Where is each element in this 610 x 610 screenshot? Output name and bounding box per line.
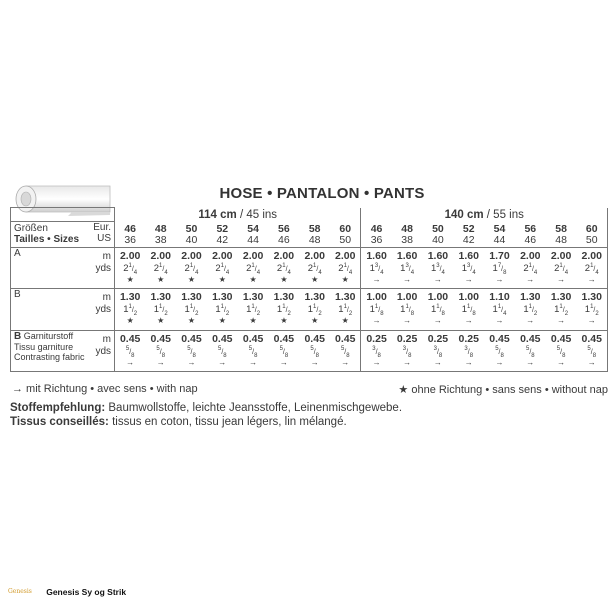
yards-value: $1^1/_2$ bbox=[554, 304, 569, 318]
yardage-cell bbox=[176, 330, 207, 371]
meters-value: 2.00 bbox=[581, 250, 602, 263]
without-nap-icon: ★ bbox=[218, 316, 226, 326]
yardage-cell bbox=[115, 330, 146, 371]
legend-with-nap: → mit Richtung • avec sens • with nap bbox=[12, 383, 198, 395]
yards-value: $1^1/_2$ bbox=[307, 304, 322, 318]
meters-value: 1.00 bbox=[396, 291, 418, 304]
width-header-row bbox=[11, 208, 608, 222]
size-us: 38 bbox=[154, 233, 167, 246]
yardage-cell bbox=[546, 289, 577, 330]
with-nap-icon: → bbox=[464, 357, 473, 367]
size-column-header bbox=[392, 222, 423, 248]
meters-value: 1.60 bbox=[396, 250, 418, 263]
yards-value: $1^1/_8$ bbox=[430, 304, 445, 318]
yards-value: $^5/_8$ bbox=[248, 345, 258, 359]
yards-value: $1^1/_8$ bbox=[369, 304, 384, 318]
with-nap-icon: → bbox=[526, 316, 535, 326]
size-column-header bbox=[546, 222, 577, 248]
unit-yards: yds bbox=[95, 345, 112, 357]
yardage-cell bbox=[330, 330, 361, 371]
sizes-row bbox=[11, 222, 608, 248]
yardage-cell bbox=[115, 248, 146, 289]
meters-value: 1.30 bbox=[550, 291, 572, 304]
unit-label bbox=[93, 330, 115, 371]
yardage-cell bbox=[361, 330, 392, 371]
yards-value: $1^1/_2$ bbox=[184, 304, 199, 318]
size-column-header bbox=[361, 222, 392, 248]
meters-value: 0.25 bbox=[366, 332, 387, 345]
yardage-cell bbox=[515, 248, 546, 289]
meters-value: 0.45 bbox=[581, 332, 602, 345]
size-us: 50 bbox=[585, 233, 598, 246]
yards-value: $1^1/_2$ bbox=[246, 304, 261, 318]
meters-value: 1.30 bbox=[273, 291, 295, 304]
yards-value: $2^1/_4$ bbox=[246, 263, 261, 277]
yardage-row bbox=[11, 289, 608, 330]
size-eur: 48 bbox=[154, 222, 167, 235]
size-us: 44 bbox=[247, 233, 259, 246]
yards-value: $1^1/_8$ bbox=[461, 304, 476, 318]
size-column-header bbox=[299, 222, 330, 248]
size-us: 40 bbox=[432, 233, 444, 246]
yardage-cell bbox=[238, 289, 269, 330]
size-label: Größen Tailles • Sizes bbox=[11, 222, 93, 248]
with-nap-icon: → bbox=[341, 357, 350, 367]
yards-value: $^5/_8$ bbox=[556, 345, 566, 359]
yards-value: $^5/_8$ bbox=[156, 345, 166, 359]
yardage-cell bbox=[546, 248, 577, 289]
brand-name: Genesis Sy og Strik bbox=[46, 586, 127, 597]
size-eur: 56 bbox=[524, 222, 537, 235]
unit-meters: m bbox=[102, 251, 112, 263]
with-nap-icon: → bbox=[187, 357, 196, 367]
without-nap-icon: ★ bbox=[157, 275, 165, 285]
with-nap-icon: → bbox=[218, 357, 227, 367]
with-nap-icon: → bbox=[433, 275, 442, 285]
with-nap-icon: → bbox=[557, 275, 566, 285]
yardage-cell bbox=[392, 330, 423, 371]
size-eur: 58 bbox=[555, 222, 567, 235]
meters-value: 1.00 bbox=[458, 291, 479, 304]
yards-value: $1^3/_4$ bbox=[400, 263, 415, 277]
with-nap-icon: → bbox=[526, 275, 535, 285]
unit-meters: m bbox=[102, 333, 112, 345]
with-nap-icon: → bbox=[495, 357, 504, 367]
yardage-cell bbox=[299, 330, 330, 371]
size-column-header bbox=[453, 222, 484, 248]
size-eur: 50 bbox=[185, 222, 198, 235]
meters-value: 1.00 bbox=[427, 291, 449, 304]
yardage-cell bbox=[145, 248, 176, 289]
yards-value: $^5/_8$ bbox=[125, 345, 135, 359]
with-nap-icon: → bbox=[433, 357, 442, 367]
yardage-cell bbox=[577, 330, 608, 371]
size-eur: 50 bbox=[432, 222, 444, 235]
yardage-cell bbox=[577, 289, 608, 330]
yards-value: $^3/_8$ bbox=[464, 345, 474, 359]
meters-value: 0.45 bbox=[181, 332, 202, 345]
yards-value: $2^1/_4$ bbox=[584, 263, 599, 277]
yards-value: $1^1/_8$ bbox=[400, 304, 415, 318]
with-nap-icon: → bbox=[557, 316, 566, 326]
without-nap-icon: ★ bbox=[280, 316, 288, 326]
with-nap-icon: → bbox=[587, 275, 596, 285]
size-us: 48 bbox=[555, 233, 567, 246]
meters-value: 2.00 bbox=[550, 250, 572, 263]
with-nap-icon: → bbox=[587, 316, 596, 326]
yardage-cell bbox=[423, 330, 454, 371]
unit-label bbox=[93, 289, 115, 330]
size-column-header bbox=[330, 222, 361, 248]
size-column-header bbox=[145, 222, 176, 248]
yardage-cell bbox=[269, 248, 300, 289]
meters-value: 0.45 bbox=[520, 332, 541, 345]
unit-yards: yds bbox=[95, 304, 112, 316]
without-nap-icon: ★ bbox=[126, 316, 134, 326]
yardage-cell bbox=[207, 248, 238, 289]
with-nap-icon: → bbox=[126, 357, 135, 367]
fabric-recommendation-fr: Tissus conseillés: tissus en coton, tissu jean légers, lin mélangé. bbox=[10, 416, 347, 428]
with-nap-icon: → bbox=[557, 357, 566, 367]
yards-value: $1^1/_2$ bbox=[523, 304, 538, 318]
unit-yards: yds bbox=[95, 263, 112, 275]
size-eur: 52 bbox=[216, 222, 229, 235]
meters-value: 0.45 bbox=[550, 332, 572, 345]
yards-value: $2^1/_4$ bbox=[153, 263, 168, 277]
meters-value: 0.25 bbox=[427, 332, 449, 345]
yardage-cell bbox=[453, 330, 484, 371]
yardage-cell bbox=[361, 289, 392, 330]
size-column-header bbox=[176, 222, 207, 248]
yardage-cell bbox=[546, 330, 577, 371]
yardage-cell bbox=[299, 248, 330, 289]
yards-value: $^3/_8$ bbox=[372, 345, 381, 359]
meters-value: 1.30 bbox=[520, 291, 541, 304]
meters-value: 2.00 bbox=[273, 250, 295, 263]
yardage-cell bbox=[238, 248, 269, 289]
view-letter: B bbox=[14, 330, 22, 342]
yardage-cell bbox=[392, 248, 423, 289]
meters-value: 2.00 bbox=[212, 250, 233, 263]
meters-value: 0.25 bbox=[396, 332, 418, 345]
meters-value: 2.00 bbox=[150, 250, 171, 263]
view-label bbox=[11, 248, 93, 289]
size-us: 42 bbox=[462, 233, 475, 246]
with-nap-icon: → bbox=[526, 357, 535, 367]
meters-value: 1.30 bbox=[242, 291, 264, 304]
without-nap-icon: ★ bbox=[157, 316, 165, 326]
meters-value: 2.00 bbox=[520, 250, 541, 263]
yards-value: $1^1/_2$ bbox=[215, 304, 230, 318]
with-nap-icon: → bbox=[372, 316, 381, 326]
meters-value: 0.45 bbox=[242, 332, 264, 345]
with-nap-icon: → bbox=[279, 357, 288, 367]
yards-value: $^5/_8$ bbox=[495, 345, 504, 359]
yardage-cell bbox=[269, 289, 300, 330]
yardage-cell bbox=[176, 289, 207, 330]
meters-value: 1.10 bbox=[489, 291, 510, 304]
yards-value: $^5/_8$ bbox=[340, 345, 350, 359]
size-column-header bbox=[269, 222, 300, 248]
with-nap-icon: → bbox=[249, 357, 258, 367]
yards-value: $1^1/_2$ bbox=[153, 304, 168, 318]
without-nap-icon: ★ bbox=[218, 275, 226, 285]
yardage-cell bbox=[269, 330, 300, 371]
yards-value: $^5/_8$ bbox=[310, 345, 320, 359]
yardage-table bbox=[10, 207, 608, 372]
view-sub-label: Tissu garniture bbox=[14, 341, 74, 352]
size-us: 40 bbox=[185, 233, 198, 246]
size-column-header bbox=[577, 222, 608, 248]
yards-value: $2^1/_4$ bbox=[184, 263, 199, 277]
yards-value: $^5/_8$ bbox=[525, 345, 535, 359]
view-letter: A bbox=[14, 248, 21, 260]
meters-value: 1.30 bbox=[335, 291, 356, 304]
with-nap-icon: → bbox=[403, 357, 412, 367]
yards-value: $2^1/_4$ bbox=[276, 263, 291, 277]
view-sub-label: Garniturstoff bbox=[23, 330, 74, 341]
meters-value: 2.00 bbox=[119, 250, 141, 263]
without-nap-icon: ★ bbox=[311, 275, 319, 285]
yards-value: $1^3/_4$ bbox=[369, 263, 384, 277]
size-eur: 58 bbox=[308, 222, 321, 235]
with-nap-icon: → bbox=[433, 316, 442, 326]
meters-value: 1.30 bbox=[150, 291, 171, 304]
yards-value: $2^1/_4$ bbox=[338, 263, 353, 277]
view-letter: B bbox=[14, 289, 21, 301]
yards-value: $1^1/_4$ bbox=[492, 304, 507, 318]
meters-value: 1.30 bbox=[304, 291, 325, 304]
yardage-row bbox=[11, 330, 608, 371]
with-nap-icon: → bbox=[372, 357, 381, 367]
size-eur: 56 bbox=[278, 222, 290, 235]
legend-without-nap: ★ ohne Richtung • sans sens • without nap bbox=[398, 384, 608, 396]
fabric-recommendation-de: Stoffempfehlung: Baumwollstoffe, leichte Jeansstoffe, Leinenmischgewebe. bbox=[10, 402, 403, 414]
yards-value: $^5/_8$ bbox=[187, 345, 196, 359]
size-us: 50 bbox=[339, 233, 352, 246]
meters-value: 2.00 bbox=[304, 250, 325, 263]
yards-value: $^5/_8$ bbox=[279, 345, 289, 359]
yards-value: $1^3/_4$ bbox=[430, 263, 445, 277]
yards-value: $^5/_8$ bbox=[587, 345, 597, 359]
meters-value: 1.70 bbox=[489, 250, 510, 263]
brand-logo-icon: Genesis bbox=[8, 588, 32, 596]
yards-value: $^3/_8$ bbox=[402, 345, 412, 359]
with-nap-icon: → bbox=[372, 275, 381, 285]
unit-meters: m bbox=[102, 292, 112, 304]
yardage-cell bbox=[299, 289, 330, 330]
meters-value: 1.00 bbox=[366, 291, 387, 304]
meters-value: 0.45 bbox=[150, 332, 171, 345]
yardage-cell bbox=[145, 330, 176, 371]
yardage-cell bbox=[392, 289, 423, 330]
without-nap-icon: ★ bbox=[341, 316, 349, 326]
yardage-cell bbox=[361, 248, 392, 289]
yards-value: $1^1/_2$ bbox=[276, 304, 291, 318]
meters-value: 1.60 bbox=[458, 250, 479, 263]
meters-value: 1.30 bbox=[581, 291, 602, 304]
yards-value: $2^1/_4$ bbox=[523, 263, 538, 277]
yards-value: $^3/_8$ bbox=[433, 345, 443, 359]
size-system-label: Eur. US bbox=[93, 222, 115, 248]
yardage-cell bbox=[423, 289, 454, 330]
without-nap-icon: ★ bbox=[249, 275, 257, 285]
size-column-header bbox=[423, 222, 454, 248]
meters-value: 0.45 bbox=[273, 332, 295, 345]
without-nap-icon: ★ bbox=[311, 316, 319, 326]
yards-value: $^5/_8$ bbox=[217, 345, 227, 359]
meters-value: 1.30 bbox=[119, 291, 141, 304]
size-us: 38 bbox=[401, 233, 413, 246]
size-eur: 46 bbox=[124, 222, 136, 235]
with-nap-icon: → bbox=[310, 357, 319, 367]
yardage-cell bbox=[115, 289, 146, 330]
size-us: 44 bbox=[493, 233, 506, 246]
without-nap-icon: ★ bbox=[126, 275, 134, 285]
yardage-cell bbox=[484, 248, 515, 289]
yards-value: $2^1/_4$ bbox=[554, 263, 569, 277]
yardage-cell bbox=[145, 289, 176, 330]
meters-value: 1.60 bbox=[427, 250, 449, 263]
without-nap-icon: ★ bbox=[280, 275, 288, 285]
view-label bbox=[11, 289, 93, 330]
without-nap-icon: ★ bbox=[341, 275, 349, 285]
yardage-cell bbox=[330, 248, 361, 289]
size-column-header bbox=[207, 222, 238, 248]
yardage-cell bbox=[453, 289, 484, 330]
yardage-cell bbox=[330, 289, 361, 330]
yardage-cell bbox=[453, 248, 484, 289]
meters-value: 1.30 bbox=[181, 291, 202, 304]
size-us: 36 bbox=[124, 233, 136, 246]
yardage-cell bbox=[207, 330, 238, 371]
meters-value: 1.60 bbox=[366, 250, 387, 263]
view-label bbox=[11, 330, 93, 371]
size-us: 46 bbox=[524, 233, 537, 246]
yardage-cell bbox=[515, 289, 546, 330]
yards-value: $1^1/_2$ bbox=[123, 304, 138, 318]
brand-watermark bbox=[8, 586, 126, 597]
size-column-header bbox=[238, 222, 269, 248]
yardage-cell bbox=[423, 248, 454, 289]
size-us: 36 bbox=[370, 233, 383, 246]
yardage-cell bbox=[207, 289, 238, 330]
size-us: 42 bbox=[216, 233, 229, 246]
yards-value: $1^1/_2$ bbox=[338, 304, 353, 318]
yards-value: $2^1/_4$ bbox=[123, 263, 138, 277]
meters-value: 0.45 bbox=[335, 332, 356, 345]
with-nap-icon: → bbox=[403, 275, 412, 285]
size-eur: 60 bbox=[585, 222, 598, 235]
with-nap-icon: → bbox=[464, 275, 473, 285]
yardage-cell bbox=[176, 248, 207, 289]
with-nap-icon: → bbox=[403, 316, 412, 326]
yards-value: $1^7/_8$ bbox=[492, 263, 507, 277]
with-nap-icon: → bbox=[495, 316, 504, 326]
yardage-cell bbox=[484, 289, 515, 330]
without-nap-icon: ★ bbox=[187, 316, 196, 326]
size-eur: 48 bbox=[401, 222, 413, 235]
yardage-cell bbox=[577, 248, 608, 289]
meters-value: 0.45 bbox=[212, 332, 233, 345]
size-eur: 52 bbox=[462, 222, 475, 235]
size-eur: 54 bbox=[493, 222, 506, 235]
with-nap-icon: → bbox=[464, 316, 473, 326]
yardage-cell bbox=[515, 330, 546, 371]
size-us: 46 bbox=[278, 233, 290, 246]
yardage-cell bbox=[484, 330, 515, 371]
yards-value: $2^1/_4$ bbox=[215, 263, 230, 277]
yardage-cell bbox=[238, 330, 269, 371]
yardage-row bbox=[11, 248, 608, 289]
without-nap-icon: ★ bbox=[249, 316, 257, 326]
meters-value: 2.00 bbox=[335, 250, 356, 263]
with-nap-icon: → bbox=[495, 275, 504, 285]
meters-value: 2.00 bbox=[181, 250, 202, 263]
with-nap-icon: → bbox=[587, 357, 596, 367]
size-column-header bbox=[484, 222, 515, 248]
view-sub-label: Contrasting fabric bbox=[14, 351, 85, 362]
meters-value: 0.45 bbox=[304, 332, 325, 345]
size-us: 48 bbox=[308, 233, 321, 246]
chart-title: HOSE • PANTALON • PANTS bbox=[219, 185, 425, 202]
without-nap-icon: ★ bbox=[187, 275, 196, 285]
yards-value: $1^3/_4$ bbox=[461, 263, 476, 277]
yards-value: $2^1/_4$ bbox=[307, 263, 322, 277]
unit-label bbox=[93, 248, 115, 289]
width-114-header: 114 cm / 45 ins bbox=[115, 208, 361, 222]
width-140-header: 140 cm / 55 ins bbox=[361, 208, 608, 222]
meters-value: 0.45 bbox=[489, 332, 510, 345]
size-eur: 46 bbox=[370, 222, 383, 235]
meters-value: 1.30 bbox=[212, 291, 233, 304]
size-eur: 60 bbox=[339, 222, 352, 235]
size-column-header bbox=[115, 222, 146, 248]
size-eur: 54 bbox=[247, 222, 259, 235]
meters-value: 0.25 bbox=[458, 332, 479, 345]
yards-value: $1^1/_2$ bbox=[584, 304, 599, 318]
with-nap-icon: → bbox=[156, 357, 165, 367]
meters-value: 0.45 bbox=[119, 332, 141, 345]
meters-value: 2.00 bbox=[242, 250, 264, 263]
size-column-header bbox=[515, 222, 546, 248]
